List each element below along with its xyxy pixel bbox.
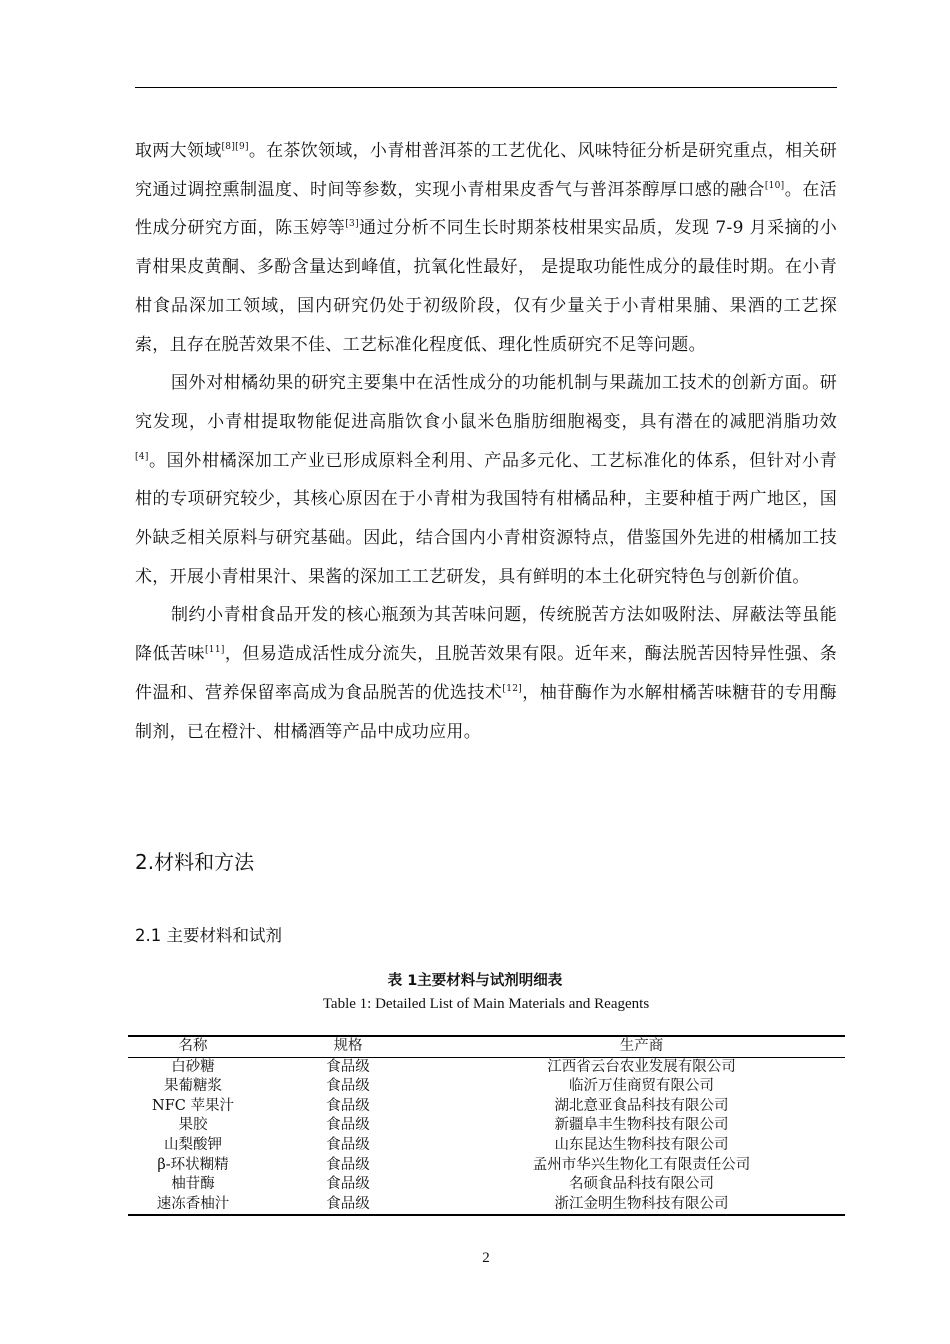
table-cell: 食品级: [326, 1097, 370, 1114]
citation: [4]: [135, 451, 149, 462]
table-cell: 新疆阜丰生物科技有限公司: [554, 1117, 729, 1134]
materials-table: [128, 1035, 845, 1216]
column-header: 名称: [128, 1036, 258, 1057]
table-caption-en: Table 1: Detailed List of Main Materials and Reagents: [322, 996, 650, 1012]
page-number: 2: [482, 1250, 490, 1266]
citation: [12]: [502, 683, 523, 694]
table-cell: 江西省云台农业发展有限公司: [547, 1058, 736, 1075]
table-row: [128, 1175, 845, 1195]
column-header: 规格: [258, 1036, 438, 1057]
text-run: 国外对柑橘幼果的研究主要集中在活性成分的功能机制与果蔬加工技术的创新方面。研究发现，小青柑提取物能促进高脂饮食小鼠米色脂肪细胞褐变，具有潜在的减肥消脂功效: [135, 373, 837, 432]
table-cell: 山梨酸钾: [164, 1136, 222, 1153]
table-row: [128, 1136, 845, 1156]
text-run: 取两大领域: [135, 141, 222, 161]
text-run: 制约小青柑食品开发的核心瓶颈为其苦味问题，传统脱苦方法如吸附法、屏蔽法等虽能降低苦味: [135, 605, 837, 665]
column-header: 生产商: [438, 1036, 845, 1057]
table-cell: 果葡糖浆: [164, 1078, 222, 1095]
citation: [8][9]: [221, 142, 249, 152]
table-cell: NFC 苹果汁: [152, 1097, 234, 1114]
table-cell: 临沂万佳商贸有限公司: [569, 1078, 714, 1095]
table-cell: 速冻香柚汁: [156, 1195, 230, 1212]
header-rule: [135, 87, 837, 88]
paragraph-3: [135, 596, 837, 751]
citation: [10]: [764, 180, 785, 191]
table-cell: 食品级: [326, 1058, 370, 1075]
table-cell: 湖北意亚食品科技有限公司: [554, 1097, 729, 1114]
text-run: 。在茶饮领域，小青柑普洱茶的工艺优化、风味特征分析是研究重点，相关研究通过调控熏制温度、时间等参数，实现小青柑果皮香气与普洱茶醇厚口感的融合: [135, 141, 838, 200]
table-row: [128, 1156, 845, 1176]
table-row: [128, 1077, 845, 1097]
section-heading: 2.材料和方法: [135, 850, 255, 874]
table-cell: 食品级: [326, 1117, 370, 1134]
table-cell: 名硕食品科技有限公司: [569, 1176, 714, 1193]
table-cell: 食品级: [326, 1078, 370, 1095]
text-run: 。在活性成分研究方面，陈玉婷等: [135, 179, 837, 239]
table-cell: 柚苷酶: [171, 1176, 215, 1193]
table-cell: 食品级: [326, 1176, 370, 1193]
table-cell: 果胶: [178, 1117, 208, 1134]
text-run: ，但易造成活性成分流失，且脱苦效果有限。近年来，酶法脱苦因特异性强、条件温和、营养保留率高成为食品脱苦的优选技术: [135, 644, 837, 703]
paragraph-1: [135, 132, 837, 364]
text-run: 通过分析不同生长时期茶枝柑果实品质，发现 7-9 月采摘的小青柑果皮黄酮、多酚含量达到峰值，抗氧化性最好， 是提取功能性成分的最佳时期。在小青柑食品深加工领域，国内研究仍处于初级阶段，仅有少量关于小青柑果脯、果酒的工艺探索，且存在脱苦效果不佳、工艺标准化程度低、理化性质研究不足等问题。: [135, 218, 837, 355]
table-row: [128, 1097, 845, 1117]
table-cell: 食品级: [326, 1156, 370, 1173]
table-header-row: [128, 1036, 845, 1057]
table-cell: 食品级: [326, 1195, 370, 1212]
text-run: 。国外柑橘深加工产业已形成原料全利用、产品多元化、工艺标准化的体系，但针对小青柑的专项研究较少，其核心原因在于小青柑为我国特有柑橘品种，主要种植于两广地区，国外缺乏相关原料与研究基础。因此，结合国内小青柑资源特点，借鉴国外先进的柑橘加工技术，开展小青柑果汁、果酱的深加工工艺研发，具有鲜明的本土化研究特色与创新价值。: [135, 450, 837, 587]
body-text: [135, 132, 837, 751]
table-caption-cn: 表 1主要材料与试剂明细表: [387, 973, 563, 989]
table-row: [128, 1195, 845, 1216]
table-cell: β-环状糊精: [157, 1156, 229, 1173]
paragraph-2: [135, 364, 837, 596]
text-run: ，柚苷酶作为水解柑橘苦味糖苷的专用酶制剂，已在橙汁、柑橘酒等产品中成功应用。: [135, 682, 837, 742]
citation: [3]: [345, 219, 359, 230]
table-cell: 白砂糖: [171, 1058, 215, 1075]
table-cell: 孟州市华兴生物化工有限责任公司: [532, 1156, 751, 1173]
citation: [11]: [204, 645, 225, 656]
table-row: [128, 1116, 845, 1136]
table-cell: 山东昆达生物科技有限公司: [554, 1136, 729, 1153]
table-cell: 浙江金明生物科技有限公司: [554, 1195, 729, 1212]
table-row: [128, 1057, 845, 1077]
subsection-heading: 2.1 主要材料和试剂: [135, 926, 282, 945]
table-cell: 食品级: [326, 1136, 370, 1153]
